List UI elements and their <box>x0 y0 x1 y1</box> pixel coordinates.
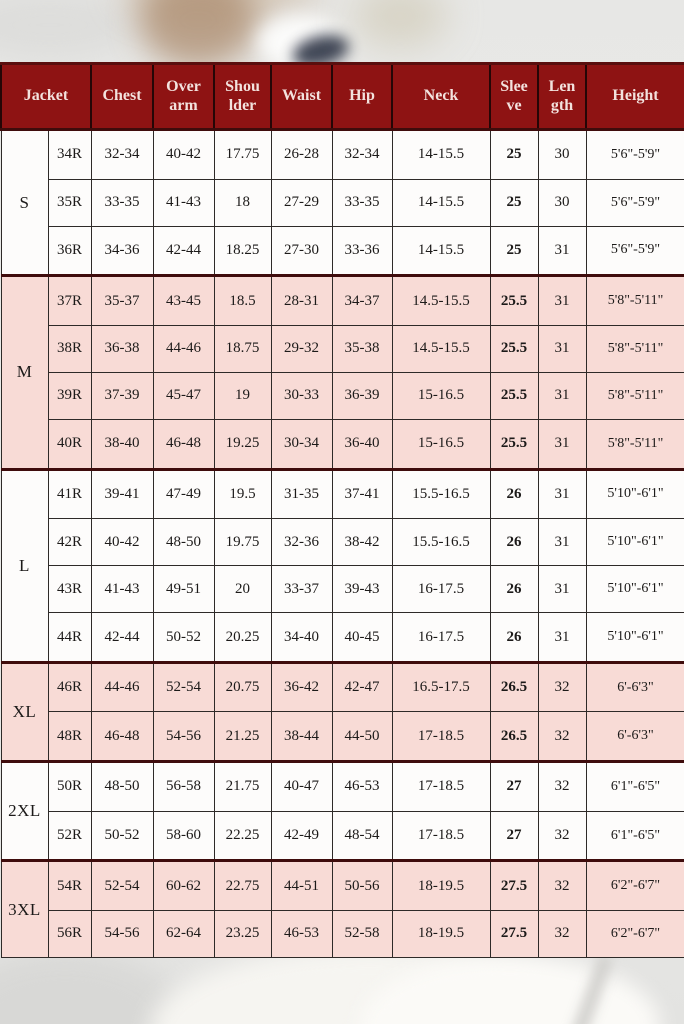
height-cell: 6'-6'3" <box>586 662 684 712</box>
overarm-cell: 42-44 <box>153 226 214 276</box>
length-cell: 32 <box>538 811 586 861</box>
size-group-label-2xl: 2XL <box>1 762 48 861</box>
chest-cell: 39-41 <box>91 469 153 519</box>
waist-cell: 34-40 <box>271 613 332 663</box>
height-cell: 5'8"-5'11" <box>586 325 684 372</box>
waist-cell: 46-53 <box>271 910 332 957</box>
overarm-cell: 58-60 <box>153 811 214 861</box>
waist-cell: 42-49 <box>271 811 332 861</box>
shoulder-cell: 17.75 <box>214 130 271 180</box>
sleeve-cell: 26.5 <box>490 712 538 762</box>
height-cell: 6'2"-6'7" <box>586 910 684 957</box>
jacket-size-cell: 54R <box>48 861 91 911</box>
size-chart-body <box>1 130 684 958</box>
size-group-label-s: S <box>1 130 48 276</box>
neck-cell: 14.5-15.5 <box>392 325 490 372</box>
column-header-neck: Neck <box>392 64 490 130</box>
overarm-cell: 62-64 <box>153 910 214 957</box>
table-row-37r <box>1 276 684 326</box>
jacket-size-cell: 50R <box>48 762 91 812</box>
overarm-cell: 40-42 <box>153 130 214 180</box>
waist-cell: 33-37 <box>271 566 332 613</box>
hip-cell: 37-41 <box>332 469 392 519</box>
shoulder-cell: 18.5 <box>214 276 271 326</box>
hip-cell: 36-39 <box>332 372 392 419</box>
height-cell: 6'1"-6'5" <box>586 762 684 812</box>
column-header-hip: Hip <box>332 64 392 130</box>
neck-cell: 15.5-16.5 <box>392 519 490 566</box>
jacket-size-cell: 56R <box>48 910 91 957</box>
height-cell: 5'8"-5'11" <box>586 276 684 326</box>
overarm-cell: 41-43 <box>153 179 214 226</box>
neck-cell: 14-15.5 <box>392 226 490 276</box>
waist-cell: 27-30 <box>271 226 332 276</box>
neck-cell: 14-15.5 <box>392 179 490 226</box>
waist-cell: 29-32 <box>271 325 332 372</box>
overarm-cell: 49-51 <box>153 566 214 613</box>
overarm-cell: 44-46 <box>153 325 214 372</box>
jacket-size-cell: 38R <box>48 325 91 372</box>
sleeve-cell: 26 <box>490 566 538 613</box>
shoulder-cell: 18.75 <box>214 325 271 372</box>
length-cell: 31 <box>538 325 586 372</box>
height-cell: 6'2"-6'7" <box>586 861 684 911</box>
hip-cell: 44-50 <box>332 712 392 762</box>
neck-cell: 17-18.5 <box>392 811 490 861</box>
shoulder-cell: 18.25 <box>214 226 271 276</box>
length-cell: 30 <box>538 179 586 226</box>
length-cell: 31 <box>538 566 586 613</box>
sleeve-cell: 25 <box>490 226 538 276</box>
length-cell: 31 <box>538 226 586 276</box>
table-row-50r <box>1 762 684 812</box>
hip-cell: 34-37 <box>332 276 392 326</box>
length-cell: 31 <box>538 519 586 566</box>
hip-cell: 46-53 <box>332 762 392 812</box>
length-cell: 32 <box>538 910 586 957</box>
jacket-size-cell: 46R <box>48 662 91 712</box>
column-header-chest: Chest <box>91 64 153 130</box>
neck-cell: 15.5-16.5 <box>392 469 490 519</box>
column-header-shoulder: Shou lder <box>214 64 271 130</box>
chest-cell: 50-52 <box>91 811 153 861</box>
chest-cell: 33-35 <box>91 179 153 226</box>
jacket-size-cell: 39R <box>48 372 91 419</box>
height-cell: 5'6"-5'9" <box>586 179 684 226</box>
height-cell: 6'1"-6'5" <box>586 811 684 861</box>
size-group-label-xl: XL <box>1 662 48 761</box>
waist-cell: 32-36 <box>271 519 332 566</box>
height-cell: 6'-6'3" <box>586 712 684 762</box>
overarm-cell: 45-47 <box>153 372 214 419</box>
jacket-size-cell: 37R <box>48 276 91 326</box>
overarm-cell: 47-49 <box>153 469 214 519</box>
sleeve-cell: 27 <box>490 762 538 812</box>
overarm-cell: 52-54 <box>153 662 214 712</box>
jacket-size-cell: 36R <box>48 226 91 276</box>
table-row-41r <box>1 469 684 519</box>
waist-cell: 30-34 <box>271 419 332 469</box>
hip-cell: 52-58 <box>332 910 392 957</box>
chest-cell: 34-36 <box>91 226 153 276</box>
length-cell: 32 <box>538 662 586 712</box>
height-cell: 5'10"-6'1" <box>586 613 684 663</box>
shoulder-cell: 22.75 <box>214 861 271 911</box>
height-cell: 5'6"-5'9" <box>586 130 684 180</box>
shoulder-cell: 23.25 <box>214 910 271 957</box>
sleeve-cell: 26 <box>490 469 538 519</box>
shoulder-cell: 21.75 <box>214 762 271 812</box>
jacket-size-cell: 52R <box>48 811 91 861</box>
column-header-waist: Waist <box>271 64 332 130</box>
table-row-34r <box>1 130 684 180</box>
table-row-44r <box>1 613 684 663</box>
height-cell: 5'8"-5'11" <box>586 372 684 419</box>
sleeve-cell: 27 <box>490 811 538 861</box>
jacket-size-cell: 41R <box>48 469 91 519</box>
shoulder-cell: 19.25 <box>214 419 271 469</box>
sleeve-cell: 25.5 <box>490 419 538 469</box>
column-header-jacket: Jacket <box>1 64 91 130</box>
neck-cell: 16-17.5 <box>392 566 490 613</box>
neck-cell: 15-16.5 <box>392 419 490 469</box>
overarm-cell: 43-45 <box>153 276 214 326</box>
size-chart-table <box>0 62 684 958</box>
model-beard-blur <box>138 0 258 68</box>
height-cell: 5'10"-6'1" <box>586 519 684 566</box>
neck-cell: 16-17.5 <box>392 613 490 663</box>
chest-cell: 46-48 <box>91 712 153 762</box>
table-row-48r <box>1 712 684 762</box>
table-row-42r <box>1 519 684 566</box>
waist-cell: 40-47 <box>271 762 332 812</box>
table-row-46r <box>1 662 684 712</box>
overarm-cell: 56-58 <box>153 762 214 812</box>
table-row-40r <box>1 419 684 469</box>
column-header-sleeve: Slee ve <box>490 64 538 130</box>
shoulder-cell: 20.25 <box>214 613 271 663</box>
sleeve-cell: 25.5 <box>490 325 538 372</box>
chest-cell: 38-40 <box>91 419 153 469</box>
table-row-56r <box>1 910 684 957</box>
sleeve-cell: 27.5 <box>490 910 538 957</box>
shoulder-cell: 19.5 <box>214 469 271 519</box>
hip-cell: 39-43 <box>332 566 392 613</box>
length-cell: 31 <box>538 613 586 663</box>
shoulder-cell: 21.25 <box>214 712 271 762</box>
height-cell: 5'10"-6'1" <box>586 469 684 519</box>
background-blur-right <box>352 0 448 48</box>
sleeve-cell: 26 <box>490 519 538 566</box>
sleeve-cell: 25.5 <box>490 372 538 419</box>
column-header-overarm: Over arm <box>153 64 214 130</box>
overarm-cell: 50-52 <box>153 613 214 663</box>
sleeve-cell: 25.5 <box>490 276 538 326</box>
neck-cell: 17-18.5 <box>392 762 490 812</box>
size-group-label-l: L <box>1 469 48 662</box>
overarm-cell: 46-48 <box>153 419 214 469</box>
waist-cell: 31-35 <box>271 469 332 519</box>
length-cell: 32 <box>538 712 586 762</box>
hip-cell: 36-40 <box>332 419 392 469</box>
jacket-size-cell: 48R <box>48 712 91 762</box>
height-cell: 5'10"-6'1" <box>586 566 684 613</box>
hip-cell: 35-38 <box>332 325 392 372</box>
height-cell: 5'6"-5'9" <box>586 226 684 276</box>
table-row-35r <box>1 179 684 226</box>
header-row <box>1 64 684 130</box>
shoulder-cell: 20 <box>214 566 271 613</box>
waist-cell: 36-42 <box>271 662 332 712</box>
length-cell: 32 <box>538 762 586 812</box>
neck-cell: 18-19.5 <box>392 861 490 911</box>
length-cell: 30 <box>538 130 586 180</box>
length-cell: 31 <box>538 419 586 469</box>
hip-cell: 48-54 <box>332 811 392 861</box>
hip-cell: 42-47 <box>332 662 392 712</box>
length-cell: 32 <box>538 861 586 911</box>
table-row-43r <box>1 566 684 613</box>
hip-cell: 50-56 <box>332 861 392 911</box>
jacket-size-cell: 35R <box>48 179 91 226</box>
hip-cell: 33-35 <box>332 179 392 226</box>
neck-cell: 14.5-15.5 <box>392 276 490 326</box>
shoulder-cell: 20.75 <box>214 662 271 712</box>
length-cell: 31 <box>538 469 586 519</box>
waist-cell: 27-29 <box>271 179 332 226</box>
table-row-38r <box>1 325 684 372</box>
table-row-39r <box>1 372 684 419</box>
neck-cell: 18-19.5 <box>392 910 490 957</box>
chest-cell: 36-38 <box>91 325 153 372</box>
jacket-size-cell: 44R <box>48 613 91 663</box>
chest-cell: 44-46 <box>91 662 153 712</box>
waist-cell: 30-33 <box>271 372 332 419</box>
jacket-size-cell: 40R <box>48 419 91 469</box>
waist-cell: 38-44 <box>271 712 332 762</box>
jacket-size-cell: 43R <box>48 566 91 613</box>
sleeve-cell: 26.5 <box>490 662 538 712</box>
background-blur-bottom-left <box>0 950 180 1024</box>
chest-cell: 42-44 <box>91 613 153 663</box>
hip-cell: 40-45 <box>332 613 392 663</box>
neck-cell: 15-16.5 <box>392 372 490 419</box>
chest-cell: 37-39 <box>91 372 153 419</box>
shoulder-cell: 19.75 <box>214 519 271 566</box>
shoulder-cell: 18 <box>214 179 271 226</box>
waist-cell: 26-28 <box>271 130 332 180</box>
neck-cell: 16.5-17.5 <box>392 662 490 712</box>
chest-cell: 40-42 <box>91 519 153 566</box>
chest-cell: 52-54 <box>91 861 153 911</box>
sleeve-cell: 25 <box>490 130 538 180</box>
size-group-label-m: M <box>1 276 48 469</box>
hip-cell: 32-34 <box>332 130 392 180</box>
hip-cell: 38-42 <box>332 519 392 566</box>
sleeve-cell: 27.5 <box>490 861 538 911</box>
sleeve-cell: 25 <box>490 179 538 226</box>
background-blur-left <box>0 0 140 60</box>
neck-cell: 17-18.5 <box>392 712 490 762</box>
length-cell: 31 <box>538 372 586 419</box>
neck-cell: 14-15.5 <box>392 130 490 180</box>
chest-cell: 41-43 <box>91 566 153 613</box>
shoulder-cell: 22.25 <box>214 811 271 861</box>
height-cell: 5'8"-5'11" <box>586 419 684 469</box>
overarm-cell: 48-50 <box>153 519 214 566</box>
chest-cell: 48-50 <box>91 762 153 812</box>
sleeve-cell: 26 <box>490 613 538 663</box>
table-row-52r <box>1 811 684 861</box>
overarm-cell: 54-56 <box>153 712 214 762</box>
chest-cell: 35-37 <box>91 276 153 326</box>
length-cell: 31 <box>538 276 586 326</box>
column-header-length: Len gth <box>538 64 586 130</box>
size-group-label-3xl: 3XL <box>1 861 48 958</box>
shoulder-cell: 19 <box>214 372 271 419</box>
chest-cell: 54-56 <box>91 910 153 957</box>
table-row-36r <box>1 226 684 276</box>
chest-cell: 32-34 <box>91 130 153 180</box>
table-row-54r <box>1 861 684 911</box>
jacket-size-cell: 34R <box>48 130 91 180</box>
overarm-cell: 60-62 <box>153 861 214 911</box>
jacket-size-cell: 42R <box>48 519 91 566</box>
column-header-height: Height <box>586 64 684 130</box>
waist-cell: 28-31 <box>271 276 332 326</box>
waist-cell: 44-51 <box>271 861 332 911</box>
hip-cell: 33-36 <box>332 226 392 276</box>
